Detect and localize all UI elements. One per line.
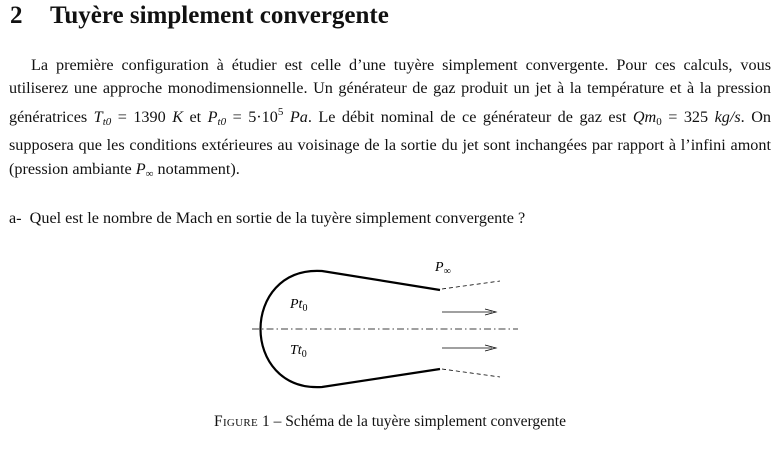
section-title-text: Tuyère simplement convergente — [50, 2, 389, 29]
label-ambient-pressure: $P_\infty$ — [435, 260, 451, 277]
ambient-pressure-symbol: P — [135, 159, 146, 178]
caption-number: 1 — [261, 413, 270, 430]
temperature-unit: K — [172, 107, 184, 126]
para-text-3: . Le débit nominal de ce générateur de gaz est — [307, 107, 633, 126]
flow-symbol: Qm — [632, 107, 657, 126]
temperature-value: = 1390 — [111, 107, 173, 126]
pressure-value: = 5·10 — [226, 107, 278, 126]
figure-caption — [0, 413, 780, 431]
para-text-1: La première configuration à étudier est celle d’une tuyère simplement convergente. Pour ces calculs, vous utiliserez une approche monodimensionnelle. Un générateur de gaz produit un jet à la température et à la pression génératrices — [9, 56, 771, 126]
flow-unit: kg/s — [714, 107, 741, 126]
section-number: 2 — [10, 2, 23, 29]
pressure-subscript: t0 — [217, 115, 227, 128]
label-stagnation-temperature: $Tt_0$ — [290, 343, 307, 360]
temperature-symbol: T — [93, 107, 103, 126]
temperature-subscript: t0 — [102, 115, 112, 128]
ambient-pressure-subscript: ∞ — [145, 167, 154, 180]
caption-text: – Schéma de la tuyère simplement convergente — [269, 413, 566, 430]
flow-value: = 325 — [661, 107, 715, 126]
para-text-4: . On supposera que les conditions extérieures au voisinage de la sortie du jet sont inchangées par rapport à l’infini amont (pression ambiante — [9, 107, 771, 178]
label-stagnation-pressure: $Pt_0$ — [290, 297, 308, 314]
jet-boundary-upper — [442, 281, 500, 289]
caption-figure-word: Figure — [214, 413, 259, 430]
pressure-unit: Pa — [283, 107, 308, 126]
para-text-5: notamment). — [153, 159, 240, 178]
jet-boundary-lower — [442, 369, 500, 377]
para-text-2: et — [183, 107, 208, 126]
pressure-exponent: 5 — [277, 105, 284, 118]
pressure-symbol: P — [207, 107, 218, 126]
flow-subscript: 0 — [656, 115, 662, 128]
question-text: Quel est le nombre de Mach en sortie de la tuyère simplement convergente ? — [29, 209, 526, 227]
question-label: a- — [9, 209, 22, 227]
